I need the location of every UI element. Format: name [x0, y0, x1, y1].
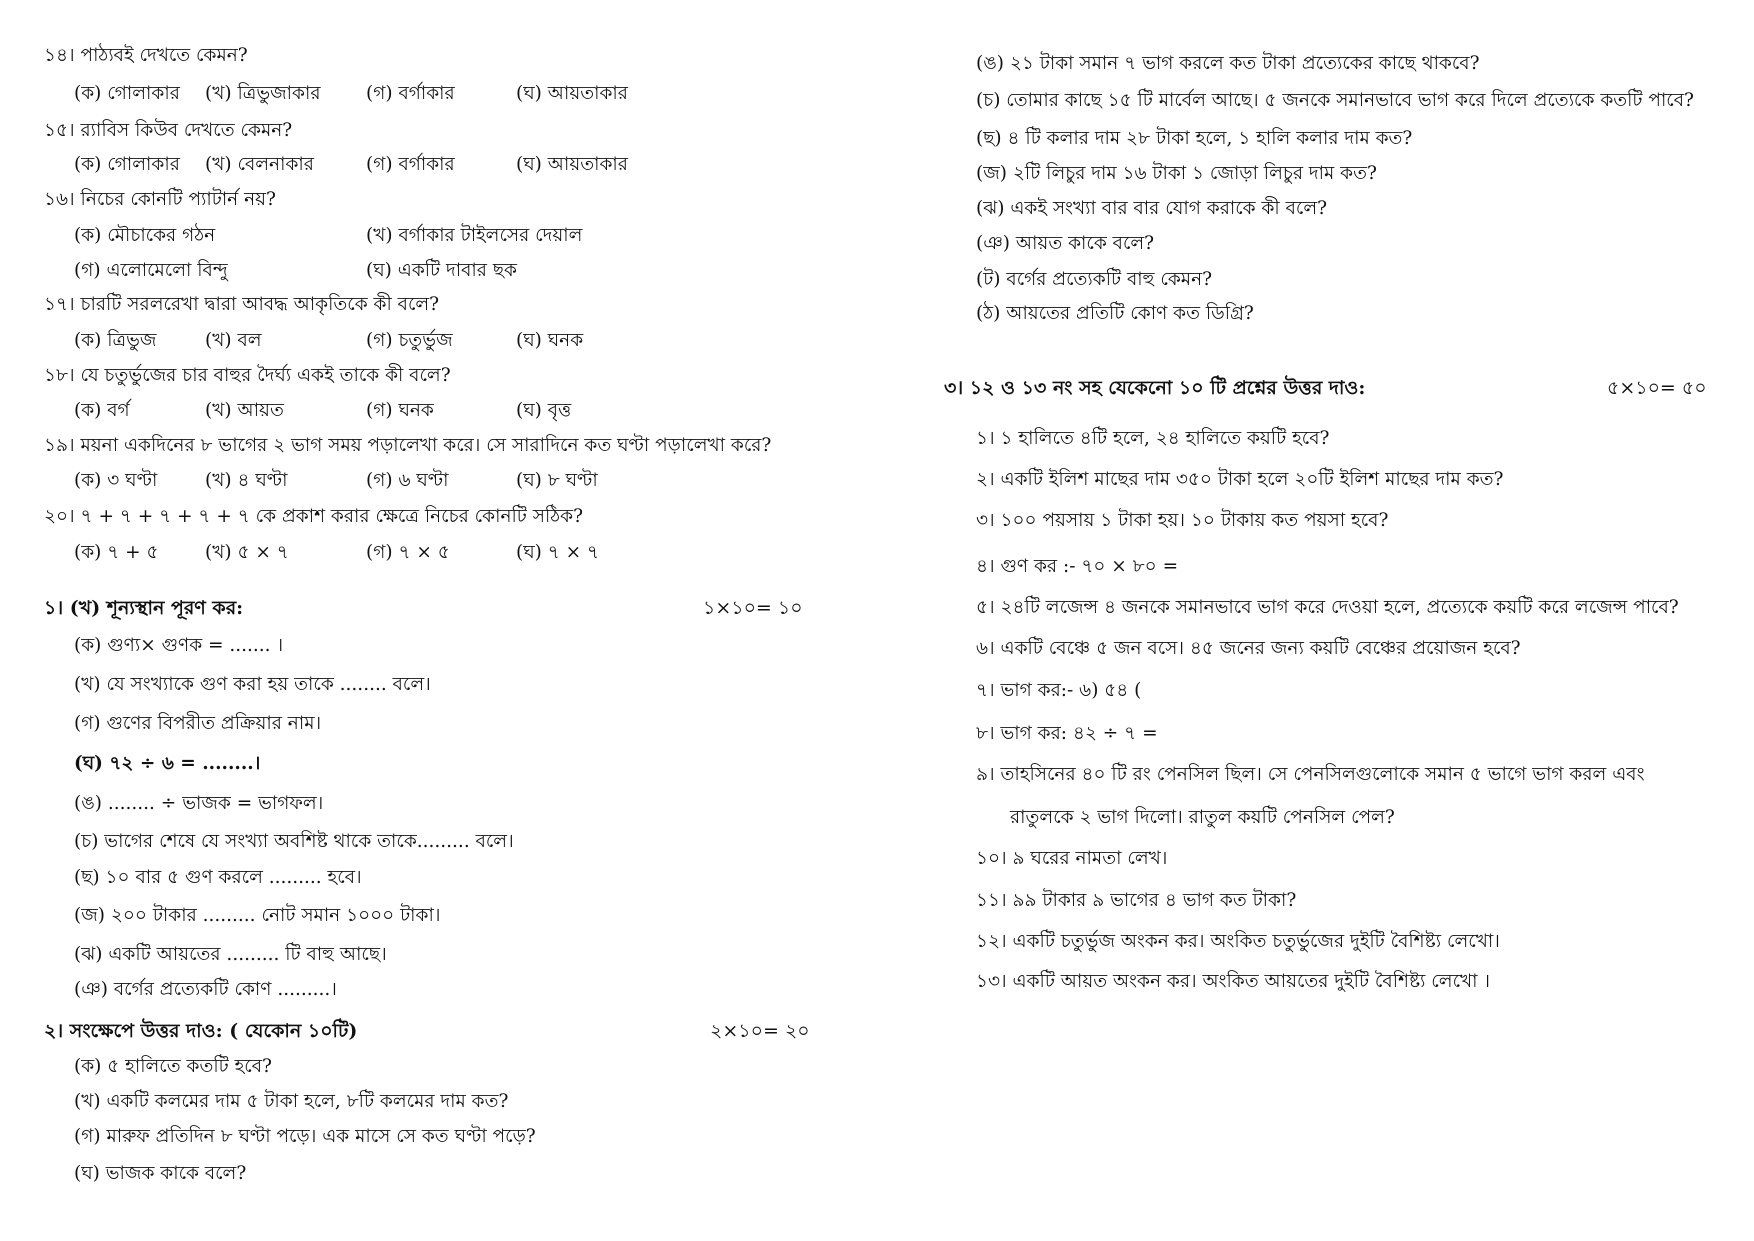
short-item: (ছ) ৪ টি কলার দাম ২৮ টাকা হলে, ১ হালি কলার দাম কত?	[976, 128, 1413, 149]
section-3-title: ৩। ১২ ও ১৩ নং সহ যেকেনো ১০ টি প্রশ্নের উত্তর দাও:	[944, 377, 1366, 399]
option: (ক) ৭ + ৫	[74, 542, 159, 563]
fill-item: (জ) ২০০ টাকার ......... নোট সমান ১০০০ টাকা।	[74, 905, 441, 926]
question-16: ১৬। নিচের কোনটি প্যাটার্ন নয়?	[44, 189, 276, 210]
fill-item: (গ) গুণের বিপরীত প্রক্রিয়ার নাম।	[74, 713, 322, 734]
option: (ক) মৌচাকের গঠন	[74, 225, 216, 246]
option: (ঘ) ঘনক	[516, 330, 584, 351]
short-item: (ঝ) একই সংখ্যা বার বার যোগ করাকে কী বলে?	[976, 198, 1328, 219]
long-item: ১০। ৯ ঘরের নামতা লেখ।	[976, 848, 1168, 869]
fill-item: (ক) গুণ্য× গুণক = ....... ।	[74, 635, 284, 656]
option: (ঘ) একটি দাবার ছক	[366, 260, 517, 281]
option: (খ) বল	[205, 330, 262, 351]
question-14: ১৪। পাঠ্যবই দেখতে কেমন?	[44, 45, 248, 66]
question-15: ১৫। র‍্যাবিস কিউব দেখতে কেমন?	[44, 120, 293, 141]
short-item: (জ) ২টি লিচুর দাম ১৬ টাকা ১ জোড়া লিচুর দাম কত?	[976, 163, 1377, 184]
long-item: ৬। একটি বেঞ্চে ৫ জন বসে। ৪৫ জনের জন্য কয়টি বেঞ্চের প্রয়োজন হবে?	[976, 638, 1521, 659]
question-19: ১৯। ময়না একদিনের ৮ ভাগের ২ ভাগ সময় পড়ালেখা করে। সে সারাদিনে কত ঘণ্টা পড়ালেখা করে?	[44, 435, 772, 456]
long-item: ৩। ১০০ পয়সায় ১ টাকা হয়। ১০ টাকায় কত পয়সা হবে?	[976, 510, 1389, 531]
option: (ক) বর্গ	[74, 400, 130, 421]
short-item: (ক) ৫ হালিতে কতটি হবে?	[74, 1056, 272, 1077]
long-item: ১১। ৯৯ টাকার ৯ ভাগের ৪ ভাগ কত টাকা?	[976, 890, 1297, 911]
option: (খ) ৫ × ৭	[205, 542, 289, 563]
section-2-title: ২। সংক্ষেপে উত্তর দাও: ( যেকোন ১০টি)	[44, 1020, 358, 1042]
fill-item: (খ) যে সংখ্যাকে গুণ করা হয় তাকে ........ বলে।	[74, 674, 431, 695]
long-item: ৮। ভাগ কর: ৪২ ÷ ৭ =	[976, 723, 1158, 744]
section-3-marks: ৫×১০= ৫০	[1607, 377, 1707, 399]
fill-item: (ঙ) ........ ÷ ভাজক = ভাগফল।	[74, 793, 324, 814]
short-item: (ঘ) ভাজক কাকে বলে?	[74, 1163, 247, 1184]
section-2-marks: ২×১০= ২০	[710, 1020, 810, 1042]
option: (খ) বর্গাকার টাইলসের দেয়াল	[366, 225, 583, 246]
short-item: (চ) তোমার কাছে ১৫ টি মার্বেল আছে। ৫ জনকে সমানভাবে ভাগ করে দিলে প্রত্যেকে কতটি পাবে?	[976, 90, 1694, 111]
option: (খ) ত্রিভুজাকার	[205, 83, 321, 104]
fill-item: (চ) ভাগের শেষে যে সংখ্যা অবশিষ্ট থাকে তাকে......... বলে।	[74, 831, 514, 852]
question-17: ১৭। চারটি সরলরেখা দ্বারা আবদ্ধ আকৃতিকে কী বলে?	[44, 294, 440, 315]
option: (ঘ) আয়তাকার	[516, 83, 628, 104]
section-1-marks: ১×১০= ১০	[703, 597, 803, 619]
long-item: ৪। গুণ কর :- ৭০ × ৮০ =	[976, 556, 1179, 577]
long-item: ৭। ভাগ কর:- ৬) ৫৪ (	[976, 680, 1142, 701]
fill-item: (ঞ) বর্গের প্রত্যেকটি কোণ .........।	[74, 979, 337, 1000]
short-item: (ঞ) আয়ত কাকে বলে?	[976, 233, 1155, 254]
fill-item: (ছ) ১০ বার ৫ গুণ করলে ......... হবে।	[74, 867, 362, 888]
option: (ক) ত্রিভুজ	[74, 330, 157, 351]
long-item: ৯। তাহসিনের ৪০ টি রং পেনসিল ছিল। সে পেনসিলগুলোকে সমান ৫ ভাগে ভাগ করল এবং	[976, 764, 1645, 785]
question-18: ১৮। যে চতুর্ভুজের চার বাহুর দৈর্ঘ্য একই তাকে কী বলে?	[44, 365, 451, 386]
option: (গ) এলোমেলো বিন্দু	[74, 260, 228, 281]
option: (গ) চতুর্ভুজ	[366, 330, 453, 351]
option: (গ) ৭ × ৫	[366, 542, 450, 563]
fill-item: (ঘ) ৭২ ÷ ৬ = ........।	[74, 753, 261, 774]
option: (ক) ৩ ঘণ্টা	[74, 470, 158, 491]
option: (খ) ৪ ঘণ্টা	[205, 470, 288, 491]
short-item: (গ) মারুফ প্রতিদিন ৮ ঘণ্টা পড়ে। এক মাসে সে কত ঘণ্টা পড়ে?	[74, 1126, 536, 1147]
option: (ঘ) বৃত্ত	[516, 400, 572, 421]
long-item: ১। ১ হালিতে ৪টি হলে, ২৪ হালিতে কয়টি হবে?	[976, 428, 1330, 449]
long-item: ১২। একটি চতুর্ভুজ অংকন কর। অংকিত চতুর্ভুজের দুইটি বৈশিষ্ট্য লেখো।	[976, 931, 1500, 952]
short-item: (খ) একটি কলমের দাম ৫ টাকা হলে, ৮টি কলমের দাম কত?	[74, 1091, 509, 1112]
option: (ক) গোলাকার	[74, 83, 180, 104]
short-item: (ঠ) আয়তের প্রতিটি কোণ কত ডিগ্রি?	[976, 303, 1254, 324]
long-item: ১৩। একটি আয়ত অংকন কর। অংকিত আয়তের দুইটি বৈশিষ্ট্য লেখো ।	[976, 971, 1491, 992]
short-item: (ঙ) ২১ টাকা সমান ৭ ভাগ করলে কত টাকা প্রত্যেকের কাছে থাকবে?	[976, 53, 1480, 74]
option: (খ) আয়ত	[205, 400, 284, 421]
option: (গ) বর্গাকার	[366, 154, 455, 175]
fill-item: (ঝ) একটি আয়তের ......... টি বাহু আছে।	[74, 944, 387, 965]
question-20: ২০। ৭ + ৭ + ৭ + ৭ + ৭ কে প্রকাশ করার ক্ষেত্রে নিচের কোনটি সঠিক?	[44, 506, 584, 527]
option: (ঘ) ৭ × ৭	[516, 542, 600, 563]
long-item: ২। একটি ইলিশ মাছের দাম ৩৫০ টাকা হলে ২০টি ইলিশ মাছের দাম কত?	[976, 469, 1504, 490]
option: (গ) ঘনক	[366, 400, 434, 421]
option: (ক) গোলাকার	[74, 154, 180, 175]
short-item: (ট) বর্গের প্রত্যেকটি বাহু কেমন?	[976, 269, 1213, 290]
section-1-title: ১। (খ) শূন্যস্থান পূরণ কর:	[44, 597, 244, 619]
long-item: ৫। ২৪টি লজেন্স ৪ জনকে সমানভাবে ভাগ করে দেওয়া হলে, প্রত্যেকে কয়টি করে লজেন্স পাবে?	[976, 597, 1679, 618]
long-item-continuation: রাতুলকে ২ ভাগ দিলো। রাতুল কয়টি পেনসিল পেল?	[1010, 807, 1395, 828]
option: (গ) বর্গাকার	[366, 83, 455, 104]
option: (ঘ) আয়তাকার	[516, 154, 628, 175]
option: (খ) বেলনাকার	[205, 154, 314, 175]
option: (ঘ) ৮ ঘণ্টা	[516, 470, 598, 491]
option: (গ) ৬ ঘণ্টা	[366, 470, 449, 491]
